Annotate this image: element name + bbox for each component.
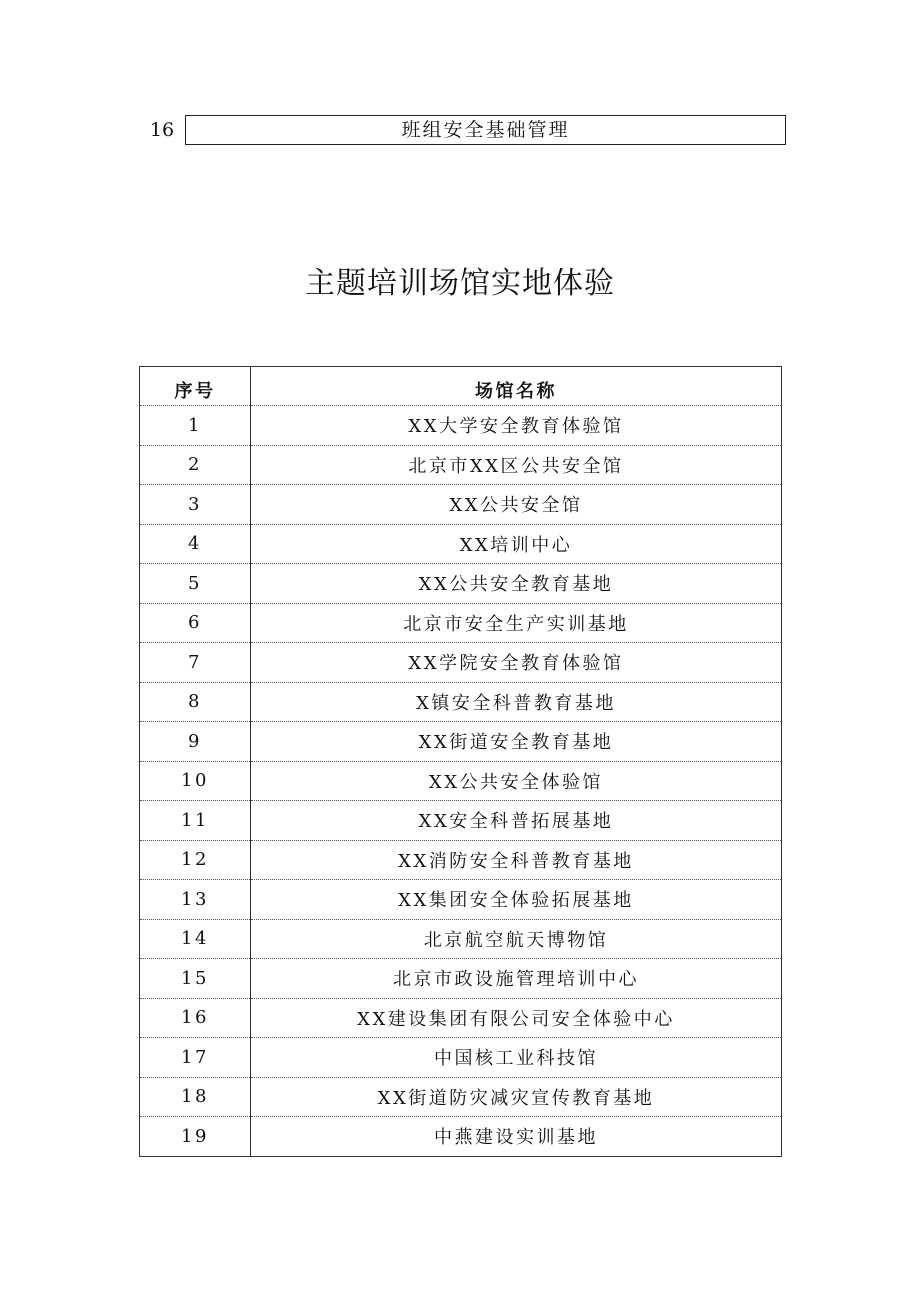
row-number: 3 <box>140 485 251 525</box>
table-row <box>140 998 782 1038</box>
venue-name: XX集团安全体验拓展基地 <box>251 880 782 920</box>
venue-name: X镇安全科普教育基地 <box>251 682 782 722</box>
row-number: 16 <box>140 998 251 1038</box>
venue-name: XX公共安全馆 <box>251 485 782 525</box>
row-number: 2 <box>140 445 251 485</box>
table-row <box>140 643 782 683</box>
table-row <box>140 564 782 604</box>
table-row <box>140 959 782 999</box>
header-number: 序号 <box>140 367 251 406</box>
table-row <box>140 722 782 762</box>
row-number: 11 <box>140 801 251 841</box>
venue-name: XX安全科普拓展基地 <box>251 801 782 841</box>
venue-table <box>139 366 782 1157</box>
table-row <box>140 406 782 446</box>
table-row <box>140 603 782 643</box>
row-number: 10 <box>140 761 251 801</box>
previous-row-number: 16 <box>149 119 175 141</box>
table-row <box>140 485 782 525</box>
venue-name: XX学院安全教育体验馆 <box>251 643 782 683</box>
table-row <box>140 1117 782 1157</box>
table-row <box>140 919 782 959</box>
row-number: 6 <box>140 603 251 643</box>
row-number: 12 <box>140 840 251 880</box>
table-row <box>140 1077 782 1117</box>
venue-name: XX街道安全教育基地 <box>251 722 782 762</box>
venue-name: XX建设集团有限公司安全体验中心 <box>251 998 782 1038</box>
table-row <box>140 880 782 920</box>
venue-name: 北京航空航天博物馆 <box>251 919 782 959</box>
venue-name: 北京市安全生产实训基地 <box>251 603 782 643</box>
venue-name: 北京市政设施管理培训中心 <box>251 959 782 999</box>
venue-name: 北京市XX区公共安全馆 <box>251 445 782 485</box>
section-title: 主题培训场馆实地体验 <box>305 266 615 301</box>
table-row <box>140 761 782 801</box>
row-number: 8 <box>140 682 251 722</box>
table-row <box>140 1038 782 1078</box>
previous-row-text: 班组安全基础管理 <box>185 115 786 145</box>
table-row <box>140 840 782 880</box>
row-number: 15 <box>140 959 251 999</box>
row-number: 13 <box>140 880 251 920</box>
row-number: 4 <box>140 524 251 564</box>
venue-name: XX大学安全教育体验馆 <box>251 406 782 446</box>
row-number: 14 <box>140 919 251 959</box>
row-number: 9 <box>140 722 251 762</box>
row-number: 5 <box>140 564 251 604</box>
venue-name: XX培训中心 <box>251 524 782 564</box>
venue-name: 中燕建设实训基地 <box>251 1117 782 1157</box>
venue-name: XX消防安全科普教育基地 <box>251 840 782 880</box>
venue-name: XX街道防灾减灾宣传教育基地 <box>251 1077 782 1117</box>
row-number: 17 <box>140 1038 251 1078</box>
row-number: 1 <box>140 406 251 446</box>
header-name: 场馆名称 <box>251 367 782 406</box>
venue-name: XX公共安全教育基地 <box>251 564 782 604</box>
table-header-row <box>140 367 782 406</box>
venue-name: XX公共安全体验馆 <box>251 761 782 801</box>
table-row <box>140 524 782 564</box>
row-number: 7 <box>140 643 251 683</box>
table-row <box>140 682 782 722</box>
row-number: 19 <box>140 1117 251 1157</box>
table-row <box>140 801 782 841</box>
table-row <box>140 445 782 485</box>
venue-name: 中国核工业科技馆 <box>251 1038 782 1078</box>
row-number: 18 <box>140 1077 251 1117</box>
previous-table-row <box>140 115 785 145</box>
